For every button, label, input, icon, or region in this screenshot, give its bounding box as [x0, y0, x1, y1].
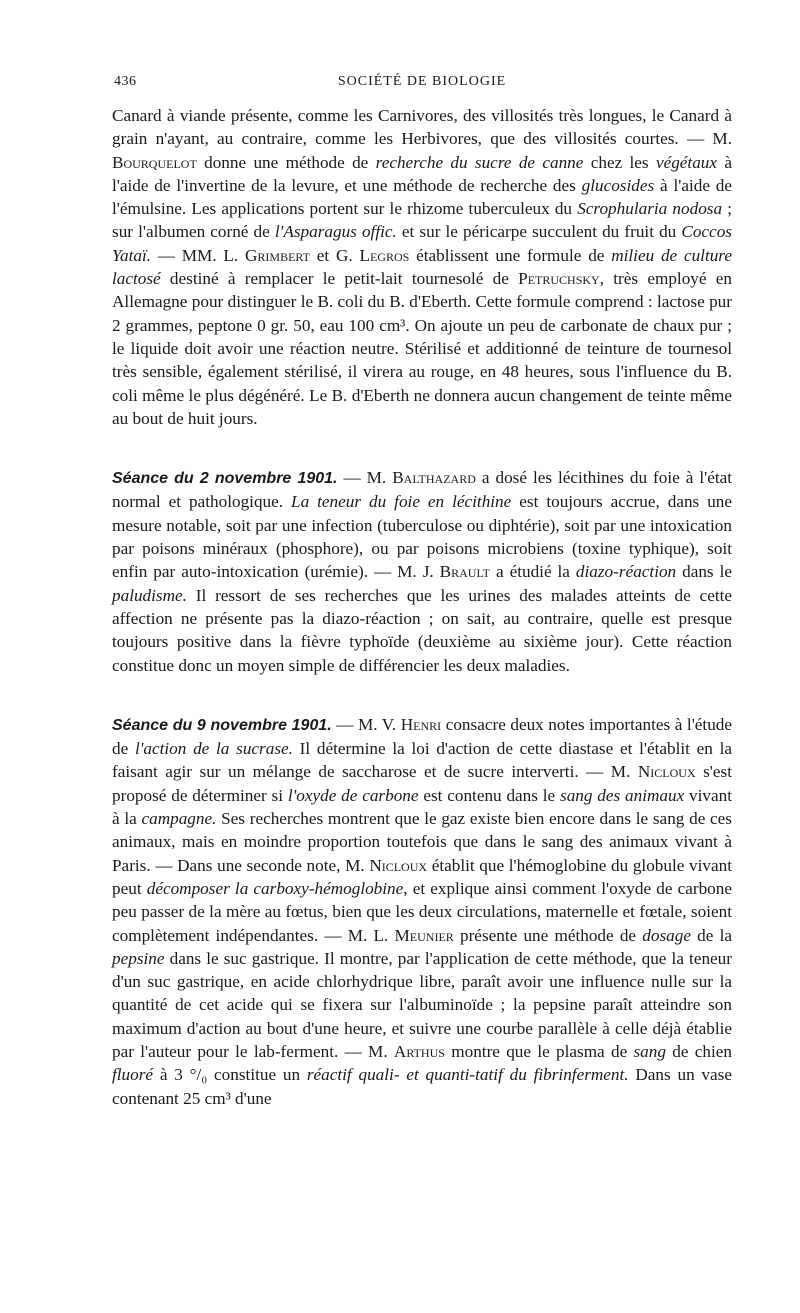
text-run: établissent une formule de — [409, 245, 612, 265]
author-name: Nicloux — [637, 762, 696, 782]
text-run: à l'aide de l'émulsine. Les applications portent sur le rhizome tuberculeux du — [112, 175, 732, 219]
italic-term: dosage — [642, 925, 691, 945]
text-run: ; sur l'albumen corné de — [112, 199, 733, 242]
page-number: 436 — [114, 74, 137, 89]
text-run: Dans un vase contenant 25 cm³ d'une — [112, 1065, 732, 1108]
author-name: Grimbert — [244, 245, 311, 265]
session-heading: Séance du 9 novembre 1901. — [112, 716, 332, 734]
text-run: présente une méthode de — [453, 925, 643, 945]
text-run: a étudié la — [490, 562, 576, 582]
text-run: Il détermine la loi d'action de cette diastase et l'établit en la faisant agir sur un mélange de saccharose et de sucre interverti. — M. — [112, 739, 732, 782]
text-run: dans le — [676, 562, 732, 582]
italic-term: fluoré — [112, 1065, 154, 1085]
text-run: à l'aide de l'invertine de la levure, et une méthode de recherche des — [112, 152, 732, 195]
text-run: dans le suc gastrique. Il montre, par l'application de cette méthode, que la teneur d'un suc gastrique, en acide chlorhydrique libre, paraît avoir une influence nulle sur la quantité de cet acide qui se fixera sur l'albuminoïde ; la pepsine paraît atteindre son maximum d'action au bout d'une heure, et suivre une courbe parallèle à celle déjà établie par l'auteur pour le lab-ferment. — M. — [112, 948, 732, 1061]
text-run: , très employé en Allemagne pour distinguer le B. coli du B. d'Eberth. Cette formule comprend : lactose pur 2 grammes, peptone 0 gr. 50, eau 100 cm³. On ajoute un peu de carbonate de chaux pur ; le liquide doit avoir une réaction neutre. Stérilisé et additionné de teinture de tournesol très sensible, également stérilisé, il virera au rouge, en 48 heures, sous l'influence du B. coli même le plus dégénéré. Le B. d'Eberth ne donnera aucun changement de teinte même au bout de huit jours. — [112, 269, 732, 428]
text-run: , et explique ainsi comment l'oxyde de carbone peu passer de la mère au fœtus, bien que les deux circulations, maternelle et fœtale, soient complètement indépendantes. — M. L. — [112, 878, 732, 945]
text-run: vivant à la — [112, 785, 732, 829]
text-run: et G. — [310, 245, 360, 265]
text-run: — M. — [337, 468, 393, 488]
text-run: est toujours accrue, dans une mesure notable, soit par une infection (tuberculose ou diphtérie), soit par une intoxication par poisons minéraux (phosphore), ou par poisons microbiens (toxine typhique), soit enfin par auto-intoxication (urémie). — M. J. — [112, 492, 733, 582]
author-name: Henri — [400, 714, 442, 734]
text-run: destiné à remplacer le petit-lait tournesolé de — [160, 269, 519, 289]
italic-term: La teneur du foie en lécithine — [291, 492, 512, 512]
italic-term: pepsine — [112, 948, 165, 968]
author-name: Nicloux — [369, 855, 428, 875]
text-run: Ses recherches montrent que le gaz existe bien encore dans le sang de ces animaux, mais en moindre proportion toutefois que dans le sang des animaux vivant à Paris. — Dans une seconde note, M. — [112, 809, 732, 875]
italic-term: sang des animaux — [560, 785, 685, 805]
italic-term: décomposer la carboxy-hémoglobine — [146, 878, 404, 898]
text-run: Canard à viande présente, comme les Carnivores, des villosités très longues, le Canard à grain n'ayant, au contraire, comme les Herbivores, que des villosités courtes. — M. — [112, 106, 732, 149]
italic-term: l'oxyde de carbone — [287, 785, 419, 805]
author-name: Meunier — [394, 925, 454, 945]
italic-term: campagne. — [141, 809, 217, 829]
italic-term: l'action de la sucrase. — [134, 739, 293, 759]
text-run: à 3 °/₀ constitue un — [153, 1065, 307, 1085]
italic-term: recherche du sucre de canne — [375, 152, 584, 172]
text-run: établit que l'hémoglobine du globule vivant peut — [112, 855, 732, 898]
text-run: — MM. L. — [151, 245, 245, 265]
italic-term: réactif quali- et quanti-tatif du fibrinferment. — [306, 1065, 629, 1085]
text-run: montre que le plasma de — [444, 1041, 634, 1061]
running-title: SOCIÉTÉ DE BIOLOGIE — [337, 74, 507, 89]
italic-term: Coccos Yataï. — [112, 222, 732, 265]
text-run: donne une méthode de — [196, 152, 376, 172]
author-name: Bourquelot — [112, 152, 197, 172]
text-run: est contenu dans le — [418, 785, 560, 805]
text-run: Il ressort de ses recherches que les urines des malades atteints de cette affection ne présente pas la diazo-réaction ; on sait, au contraire, quelle est presque toujours positive dans la fièvre typhoïde (deuxième au sixième jour). Cette réaction constitue donc un moyen simple de différencier les deux maladies. — [112, 585, 732, 675]
text-run: et sur le péricarpe succulent du fruit du — [396, 222, 682, 242]
author-name: Balthazard — [392, 468, 476, 488]
author-name: Brault — [439, 562, 491, 582]
text-run: a dosé les lécithines du foie à l'état normal et pathologique. — [112, 468, 732, 512]
text-run: s'est proposé de déterminer si — [112, 762, 732, 805]
italic-term: Scrophularia nodosa — [577, 199, 723, 219]
italic-term: sang — [633, 1041, 666, 1061]
italic-term: diazo-réaction — [575, 562, 677, 582]
text-run: de chien — [665, 1041, 732, 1061]
text-run: — M. V. — [331, 714, 401, 734]
paragraph-seance-9-novembre — [112, 713, 732, 1110]
text-run: chez les — [583, 152, 656, 172]
italic-term: paludisme. — [112, 585, 187, 605]
page — [112, 70, 732, 1110]
session-heading: Séance du 2 novembre 1901. — [112, 470, 338, 488]
author-name: Legros — [359, 245, 410, 265]
paragraph-continuation — [112, 104, 732, 430]
page-header — [112, 70, 732, 98]
italic-term: végétaux — [655, 152, 718, 172]
text-run: de la — [690, 925, 732, 945]
italic-term: l'Asparagus offic. — [274, 222, 397, 242]
italic-term: glucosides — [581, 175, 655, 195]
paragraph-seance-2-novembre — [112, 466, 732, 677]
italic-term: milieu de culture lactosé — [112, 245, 732, 289]
author-name: Petruchsky — [518, 269, 600, 289]
author-name: Arthus — [393, 1041, 445, 1061]
text-run: consacre deux notes importantes à l'étude de — [112, 714, 733, 759]
